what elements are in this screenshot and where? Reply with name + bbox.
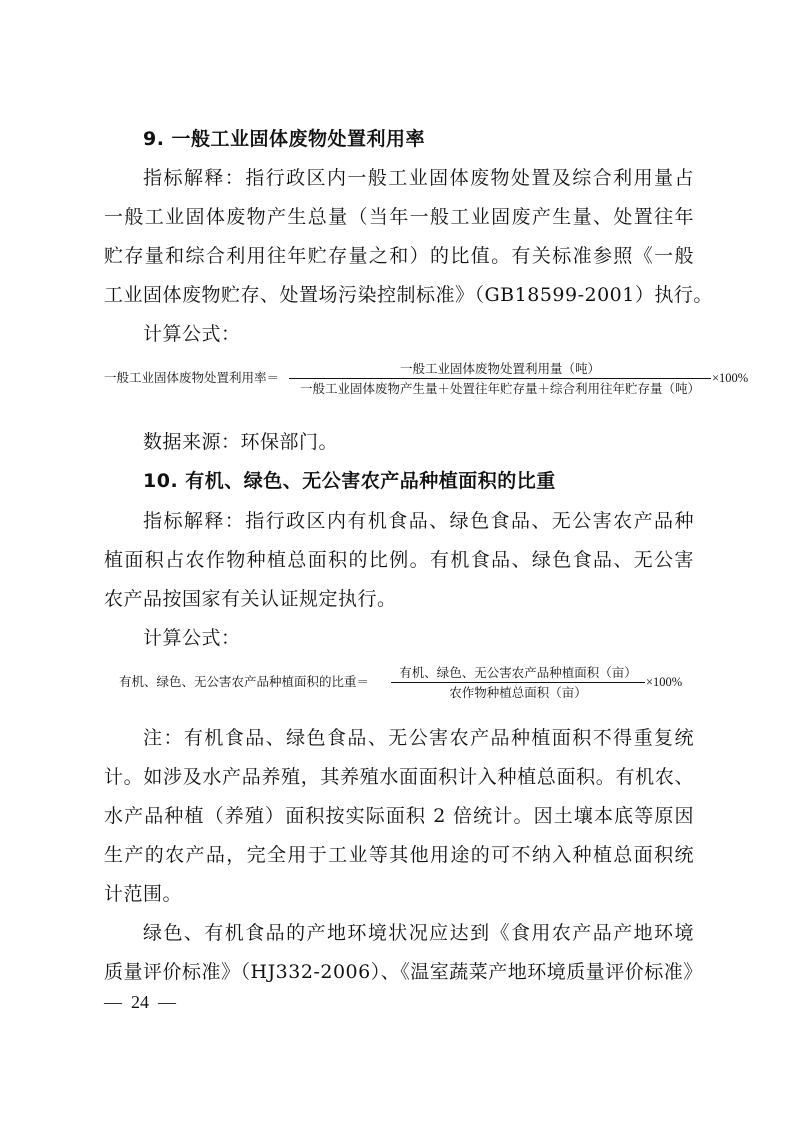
formula-denominator: 一般工业固体废物产生量＋处置往年贮存量＋综合利用往年贮存量（吨） bbox=[299, 382, 700, 396]
section-9-paragraph-line: 指标解释：指行政区内一般工业固体废物处置及综合利用量占 bbox=[143, 167, 694, 189]
note-line: 生产的农产品，完全用于工业等其他用途的可不纳入种植总面积统 bbox=[104, 844, 694, 866]
section-9-formula bbox=[104, 361, 754, 401]
section-9-paragraph-line: 工业固体废物贮存、处置场污染控制标准》（GB18599-2001）执行。 bbox=[104, 284, 713, 306]
section-9-source: 数据来源：环保部门。 bbox=[143, 431, 339, 453]
formula-lhs: 有机、绿色、无公害农产品种植面积的比重＝ bbox=[119, 675, 370, 689]
section-10-paragraph-2-line: 绿色、有机食品的产地环境状况应达到《食用农产品产地环境 bbox=[143, 922, 694, 944]
note-line: 计范围。 bbox=[104, 883, 183, 905]
section-10-paragraph-2-line: 质量评价标准》（HJ332-2006）、《温室蔬菜产地环境质量评价标准》 bbox=[104, 961, 703, 983]
section-9-paragraph-line: 贮存量和综合利用往年贮存量之和）的比值。有关标准参照《一般 bbox=[104, 245, 694, 267]
formula-suffix: ×100% bbox=[712, 371, 749, 385]
fraction-bar bbox=[289, 378, 711, 379]
section-10-paragraph-line: 植面积占农作物种植总面积的比例。有机食品、绿色食品、无公害 bbox=[104, 549, 694, 571]
formula-fraction bbox=[391, 665, 645, 701]
section-10-paragraph-line: 农产品按国家有关认证规定执行。 bbox=[104, 588, 397, 610]
section-9-heading: 9. 一般工业固体废物处置利用率 bbox=[143, 128, 426, 150]
fraction-bar bbox=[391, 682, 645, 683]
formula-lhs: 一般工业固体废物处置利用率＝ bbox=[104, 371, 280, 385]
formula-suffix: ×100% bbox=[646, 675, 683, 689]
note-line: 计。如涉及水产品养殖，其养殖水面面积计入种植总面积。有机农、 bbox=[104, 766, 694, 788]
section-10-paragraph-line: 指标解释：指行政区内有机食品、绿色食品、无公害农产品种 bbox=[143, 510, 694, 532]
section-10-formula bbox=[119, 665, 699, 705]
section-9-paragraph-line: 一般工业固体废物产生总量（当年一般工业固废产生量、处置往年 bbox=[104, 206, 694, 228]
note-line: 注：有机食品、绿色食品、无公害农产品种植面积不得重复统 bbox=[143, 727, 694, 749]
formula-numerator: 有机、绿色、无公害农产品种植面积（亩） bbox=[399, 666, 637, 680]
page-number: — 24 — bbox=[104, 992, 176, 1012]
formula-numerator: 一般工业固体废物处置利用量（吨） bbox=[399, 362, 600, 376]
section-10-formula-label: 计算公式： bbox=[143, 627, 241, 649]
note-line: 水产品种植（养殖）面积按实际面积 2 倍统计。因土壤本底等原因 bbox=[104, 805, 694, 827]
section-10-heading: 10. 有机、绿色、无公害农产品种植面积的比重 bbox=[143, 470, 556, 492]
section-9-formula-label: 计算公式： bbox=[143, 323, 241, 345]
formula-fraction bbox=[289, 361, 711, 397]
formula-denominator: 农作物种植总面积（亩） bbox=[449, 686, 587, 700]
